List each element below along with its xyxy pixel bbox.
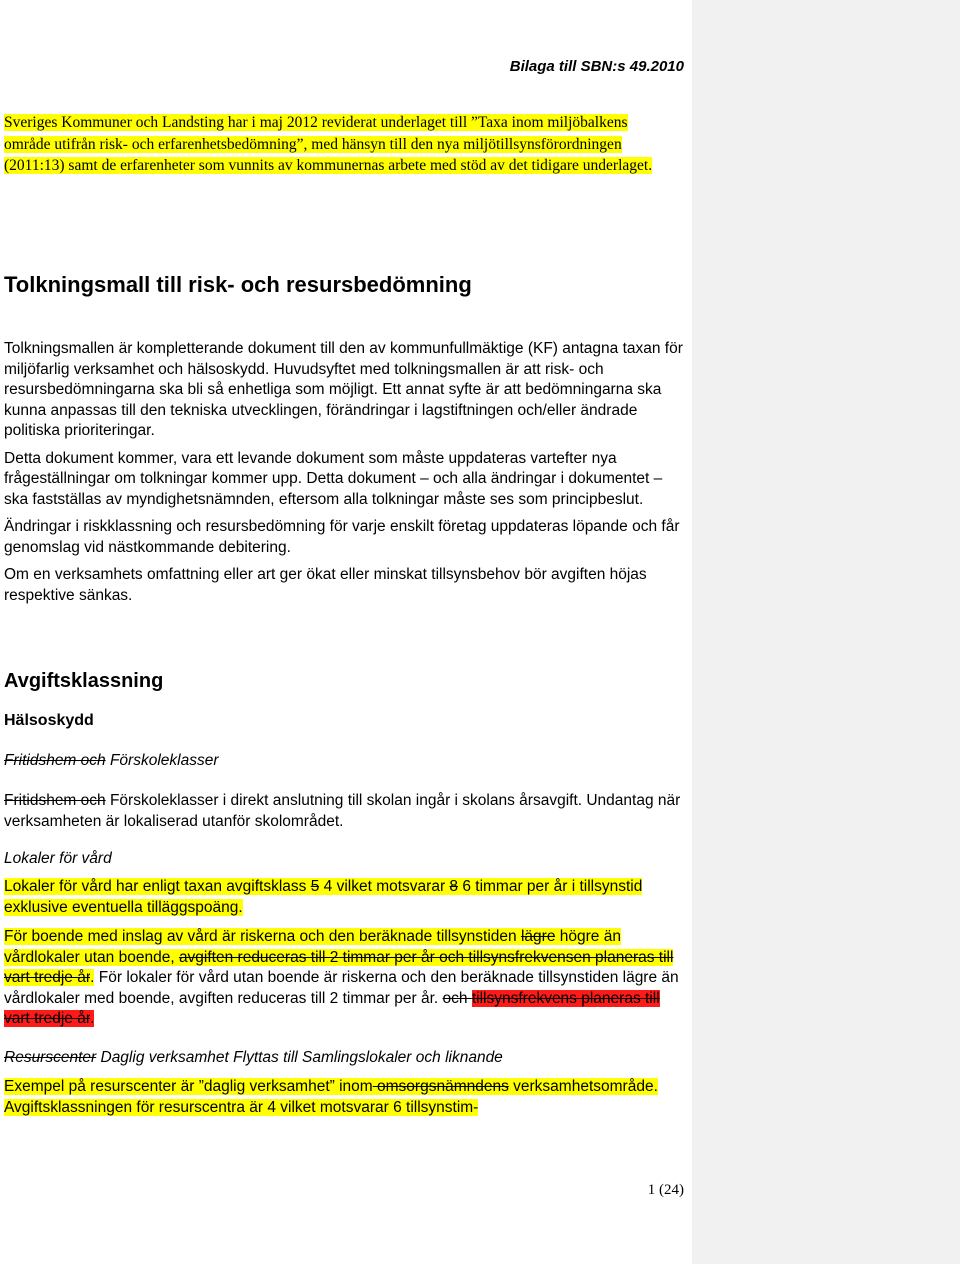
highlighted-text: För boende med inslag av vård är riskerna och den beräknade tillsynstiden <box>4 928 521 945</box>
intro-highlighted-text: Sveriges Kommuner och Landsting har i maj 2012 reviderat underlaget till ”Taxa inom miljöbalkens område utifrån risk- och erfarenhetsbedömning”, med hänsyn till den nya miljötillsynsförordningen (2011:13) samt de erfarenheter som vunnits av kommunernas arbete med stöd av det tidigare underlaget. <box>4 114 653 174</box>
red-highlighted-text: . <box>90 1010 95 1027</box>
deleted-text: omsorgsnämndens <box>372 1078 509 1095</box>
section-subtitle: Hälsoskydd <box>4 712 94 729</box>
heading-text: Daglig verksamhet Flyttas till Samlingslokaler och liknande <box>96 1049 503 1066</box>
lokaler-paragraph-2 <box>4 927 688 1030</box>
deleted-text: och <box>442 989 472 1007</box>
fritids-paragraph <box>4 791 688 832</box>
deleted-text: Resurscenter <box>4 1049 97 1066</box>
deleted-red-text: tillsynsfrekvens planeras till vart tredje år <box>4 989 660 1027</box>
paragraph-updates: Ändringar i riskklassning och resursbedömning för varje enskilt företag uppdateras löpande och får genomslag vid nästkommande debitering. <box>4 518 680 556</box>
highlighted-text: 6 timmar per år i tillsynstid exklusive eventuella tilläggspoäng. <box>4 878 643 916</box>
section-title: Avgiftsklassning <box>4 670 164 692</box>
paragraph-fee-adjustment: Om en verksamhets omfattning eller art ger ökat eller minskat tillsynsbehov bör avgiften höjas respektive sänkas. <box>4 566 647 604</box>
fritids-heading <box>4 751 688 772</box>
highlighted-text: Exempel på resurscenter är ”daglig verksamhet” inom <box>4 1078 373 1095</box>
deleted-text: Fritidshem och <box>4 792 106 809</box>
paragraph-living-document: Detta dokument kommer, vara ett levande dokument som måste uppdateras vartefter nya frågeställningar om tolkningar kommer upp. Detta dokument – och alla ändringar i dokumentet – ska fastställas av myndighetsnämnden, eftersom alla tolkningar måste ses som principbeslut. <box>4 449 663 508</box>
deleted-text: lägre <box>520 928 556 945</box>
highlighted-text: . <box>90 969 95 986</box>
document-title: Tolkningsmall till risk- och resursbedömning <box>4 272 472 297</box>
resurscenter-paragraph <box>4 1077 674 1118</box>
lokaler-paragraph-1 <box>4 877 674 918</box>
intro-body <box>4 339 688 613</box>
resurscenter-heading <box>4 1048 688 1069</box>
highlighted-text: Lokaler för vård har enligt taxan avgiftsklass <box>4 878 311 895</box>
paragraph-text: Förskoleklasser i direkt anslutning till skolan ingår i skolans årsavgift. Undantag när verksamheten är lokaliserad utanför skolområdet. <box>4 792 681 830</box>
highlighted-text: verksamhetsområde. Avgiftsklassningen för resurscentra är 4 vilket motsvarar 6 tillsynstim- <box>4 1078 658 1116</box>
paragraph-purpose: Tolkningsmallen är kompletterande dokument till den av kommunfullmäktige (KF) antagna taxan för miljöfarlig verksamhet och hälsoskydd. Huvudsyftet med tolkningsmallen är att risk- och resursbedömningarna ska bli så enhetliga som möjligt. Ett annat syfte är att bedömningarna ska kunna anpassas till den tekniska utvecklingen, förändringar i lagstiftningen och/eller ändrade politiska prioriteringar. <box>4 340 683 439</box>
lokaler-heading: Lokaler för vård <box>4 850 112 867</box>
highlighted-text: högre <box>555 928 600 945</box>
highlighted-text: än vårdlokaler utan boende, <box>4 928 621 966</box>
intro-paragraph <box>4 112 674 177</box>
highlighted-text: 4 vilket motsvarar <box>319 878 450 895</box>
header-reference: Bilaga till SBN:s 49.2010 <box>509 58 684 75</box>
deleted-text: Fritidshem och <box>4 752 106 769</box>
deleted-text: 8 <box>449 878 459 895</box>
page-number: 1 (24) <box>647 1182 684 1198</box>
paragraph-text: För lokaler för vård utan boende är riskerna och den beräknade tillsynstiden lägre än vårdlokaler med boende, avgiften reduceras till 2 timmar per år. <box>4 969 679 1007</box>
comment-margin <box>692 0 960 1264</box>
deleted-text: 5 <box>310 878 320 895</box>
deleted-text: avgiften reduceras till 2 timmar per år och tillsynsfrekvensen planeras till vart tredje år <box>4 948 674 986</box>
heading-text: Förskoleklasser <box>105 752 219 769</box>
